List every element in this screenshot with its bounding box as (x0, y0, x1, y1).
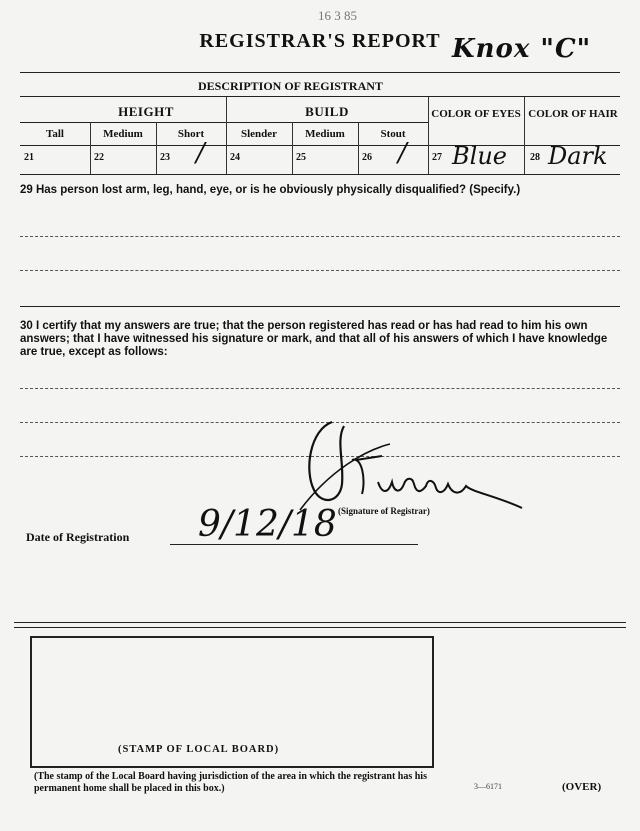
date-label: Date of Registration (26, 530, 130, 544)
answer-line (20, 270, 620, 271)
footnote: (The stamp of the Local Board having jurisdiction of the area in which the registrant has his permanent home shall be placed in this box.) (34, 771, 427, 794)
hair-header: COLOR OF HAIR (528, 108, 618, 120)
question-30: 30 I certify that my answers are true; that the person registered has read or has had read to him his own answers; that I have witnessed his signature or mark, and that all of his answers of which I have knowledge are true, except as follows: (20, 320, 608, 358)
stout-checkmark: / (398, 138, 407, 168)
divider (20, 96, 620, 97)
over-label: (OVER) (562, 781, 602, 793)
column-number: 27 (432, 152, 442, 163)
divider (90, 122, 91, 174)
stamp-number: 16 3 85 (318, 8, 357, 23)
divider (14, 622, 626, 623)
answer-line (20, 388, 620, 389)
column-number: 24 (230, 152, 240, 163)
column-label: Stout (380, 128, 406, 140)
divider (14, 627, 626, 628)
short-checkmark: / (196, 138, 205, 168)
column-number: 28 (530, 152, 540, 163)
divider (20, 306, 620, 307)
build-header: BUILD (305, 104, 349, 119)
column-number: 23 (160, 152, 170, 163)
form-code: 3—6171 (474, 782, 502, 791)
subtitle: DESCRIPTION OF REGISTRANT (198, 79, 383, 93)
stamp-caption: (STAMP OF LOCAL BOARD) (118, 744, 280, 755)
answer-line (20, 236, 620, 237)
county-annotation: Knox "C" (452, 34, 592, 64)
column-label: Medium (305, 128, 345, 140)
divider (20, 145, 620, 146)
divider (20, 122, 428, 123)
column-number: 22 (94, 152, 104, 163)
page-title: REGISTRAR'S REPORT (199, 30, 441, 52)
eyes-header: COLOR OF EYES (431, 108, 521, 120)
column-label: Slender (240, 128, 278, 140)
column-label: Short (177, 128, 205, 140)
divider (524, 97, 525, 174)
eye-color-value: Blue (452, 142, 507, 170)
column-label: Medium (103, 128, 143, 140)
signature-caption: (Signature of Registrar) (338, 506, 430, 516)
column-number: 25 (296, 152, 306, 163)
divider (20, 72, 620, 73)
divider (358, 122, 359, 174)
column-label: Tall (46, 128, 64, 140)
divider (226, 97, 227, 174)
height-header: HEIGHT (118, 104, 174, 119)
hair-color-value: Dark (548, 142, 608, 170)
divider (428, 97, 429, 174)
column-number: 21 (24, 152, 34, 163)
date-value: 9/12/18 (198, 504, 337, 545)
divider (20, 174, 620, 175)
divider (156, 122, 157, 174)
divider (292, 122, 293, 174)
column-number: 26 (362, 152, 372, 163)
question-29: 29 Has person lost arm, leg, hand, eye, or is he obviously physically disqualified? (Specify.) (20, 184, 521, 196)
